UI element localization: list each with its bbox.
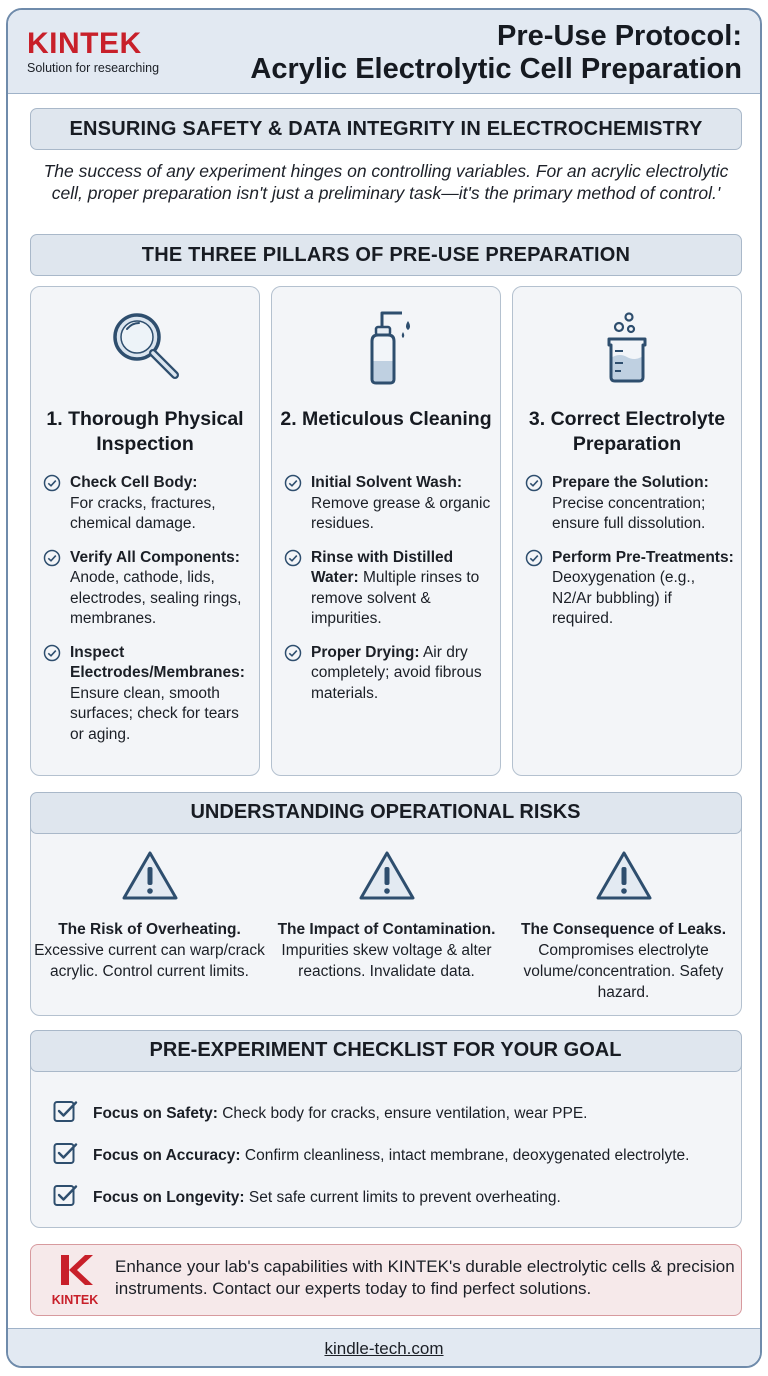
pillar-inspection xyxy=(30,286,260,776)
check-circle-icon xyxy=(525,473,552,535)
pillar-cleaning xyxy=(271,286,501,776)
warning-icon xyxy=(505,849,742,903)
check-circle-icon xyxy=(43,473,70,535)
checklist-panel xyxy=(30,1030,742,1228)
risk-text: Compromises electrolyte volume/concentration. Safety hazard. xyxy=(523,942,724,1001)
risk-title: The Consequence of Leaks. xyxy=(521,921,726,938)
item-text: Ensure clean, smooth surfaces; check for tears or aging. xyxy=(70,684,239,743)
check-circle-icon xyxy=(284,548,311,630)
checkbox-icon xyxy=(53,1141,93,1170)
beaker-icon xyxy=(513,305,741,387)
item-text: Precise concentration; ensure full dissolution. xyxy=(552,494,706,532)
item-text: Anode, cathode, lids, electrodes, sealing rings, membranes. xyxy=(70,569,242,627)
checklist-text: Set safe current limits to prevent overheating. xyxy=(248,1188,561,1206)
checkbox-icon xyxy=(53,1183,93,1212)
risk-title: The Impact of Contamination. xyxy=(277,921,496,938)
risk-overheating xyxy=(31,849,268,982)
warning-icon xyxy=(31,849,268,903)
check-circle-icon xyxy=(284,473,311,535)
logo-name: KINTEK xyxy=(51,1293,99,1307)
item-label: Inspect Electrodes/Membranes: xyxy=(70,643,245,681)
item-text: Multiple rinses to remove solvent & impurities. xyxy=(311,569,480,627)
checklist-text: Check body for cracks, ensure ventilation, wear PPE. xyxy=(222,1104,588,1122)
magnifying-glass-icon xyxy=(31,305,259,387)
checklist-label: Focus on Accuracy: xyxy=(93,1146,241,1164)
warning-icon xyxy=(268,849,505,903)
item-label: Proper Drying: xyxy=(311,643,420,661)
list-item xyxy=(284,548,494,630)
k-logo-icon xyxy=(55,1253,95,1287)
pillar-electrolyte xyxy=(512,286,742,776)
risk-contamination xyxy=(268,849,505,982)
brand-name: KINTEK xyxy=(27,27,142,60)
checklist-item xyxy=(53,1183,561,1212)
item-label: Prepare the Solution: xyxy=(552,474,709,491)
risks-panel xyxy=(30,792,742,1016)
checkbox-icon xyxy=(53,1099,93,1128)
website-link[interactable]: kindle-tech.com xyxy=(324,1338,444,1358)
item-text: Air dry completely; avoid fibrous materials. xyxy=(311,643,482,702)
title-line-1: Pre-Use Protocol: xyxy=(497,20,742,52)
checklist-label: Focus on Safety: xyxy=(93,1104,218,1122)
list-item xyxy=(43,548,253,630)
infographic-frame xyxy=(6,8,762,1368)
list-item xyxy=(43,643,253,746)
item-text: For cracks, fractures, chemical damage. xyxy=(70,494,216,532)
item-label: Check Cell Body: xyxy=(70,474,198,491)
pillar-title: 1. Thorough Physical Inspection xyxy=(46,408,244,455)
intro-text: The success of any experiment hinges on controlling variables. For an acrylic electrolytic cell, proper preparation isn't just a preliminary task—it's the primary method of control.' xyxy=(43,161,729,203)
cta-banner xyxy=(30,1244,742,1316)
banner-heading: ENSURING SAFETY & DATA INTEGRITY IN ELECTROCHEMISTRY xyxy=(30,108,742,150)
item-text: Deoxygenation (e.g., N2/Ar bubbling) if required. xyxy=(552,569,696,627)
pillar-title: 3. Correct Electrolyte Preparation xyxy=(528,408,726,455)
checklist-item xyxy=(53,1141,689,1170)
item-text: Remove grease & organic residues. xyxy=(311,494,491,532)
checklist-text: Confirm cleanliness, intact membrane, deoxygenated electrolyte. xyxy=(244,1146,690,1164)
checklist-heading: PRE-EXPERIMENT CHECKLIST FOR YOUR GOAL xyxy=(30,1030,742,1072)
list-item xyxy=(525,473,735,535)
check-circle-icon xyxy=(43,643,70,746)
kintek-logo xyxy=(43,1253,107,1307)
cta-text: Enhance your lab's capabilities with KINTEK's durable electrolytic cells & precision instruments. Contact our experts today to find perfect solutions. xyxy=(115,1257,735,1298)
risk-leaks xyxy=(505,849,742,1003)
risks-heading: UNDERSTANDING OPERATIONAL RISKS xyxy=(30,792,742,834)
list-item xyxy=(525,548,735,630)
list-item xyxy=(284,643,494,705)
checklist-item xyxy=(53,1099,587,1128)
risk-text: Impurities skew voltage & alter reactions. Invalidate data. xyxy=(281,942,492,980)
item-label: Rinse with Distilled Water: xyxy=(311,548,454,586)
pillars-heading: THE THREE PILLARS OF PRE-USE PREPARATION xyxy=(30,234,742,276)
brand-logo xyxy=(27,28,159,75)
item-label: Verify All Components: xyxy=(70,548,240,566)
pillar-title: 2. Meticulous Cleaning xyxy=(280,408,492,430)
list-item xyxy=(284,473,494,535)
header xyxy=(8,10,760,94)
title-line-2: Acrylic Electrolytic Cell Preparation xyxy=(250,53,742,85)
page-title xyxy=(250,20,742,86)
check-circle-icon xyxy=(284,643,311,705)
risk-text: Excessive current can warp/crack acrylic. Control current limits. xyxy=(34,942,265,980)
item-label: Perform Pre-Treatments: xyxy=(552,548,734,566)
list-item xyxy=(43,473,253,535)
wash-bottle-icon xyxy=(272,305,500,387)
footer xyxy=(8,1328,760,1368)
item-label: Initial Solvent Wash: xyxy=(311,474,462,491)
check-circle-icon xyxy=(525,548,552,630)
check-circle-icon xyxy=(43,548,70,630)
brand-tagline: Solution for researching xyxy=(27,61,160,75)
checklist-label: Focus on Longevity: xyxy=(93,1188,245,1206)
risk-title: The Risk of Overheating. xyxy=(58,921,241,938)
